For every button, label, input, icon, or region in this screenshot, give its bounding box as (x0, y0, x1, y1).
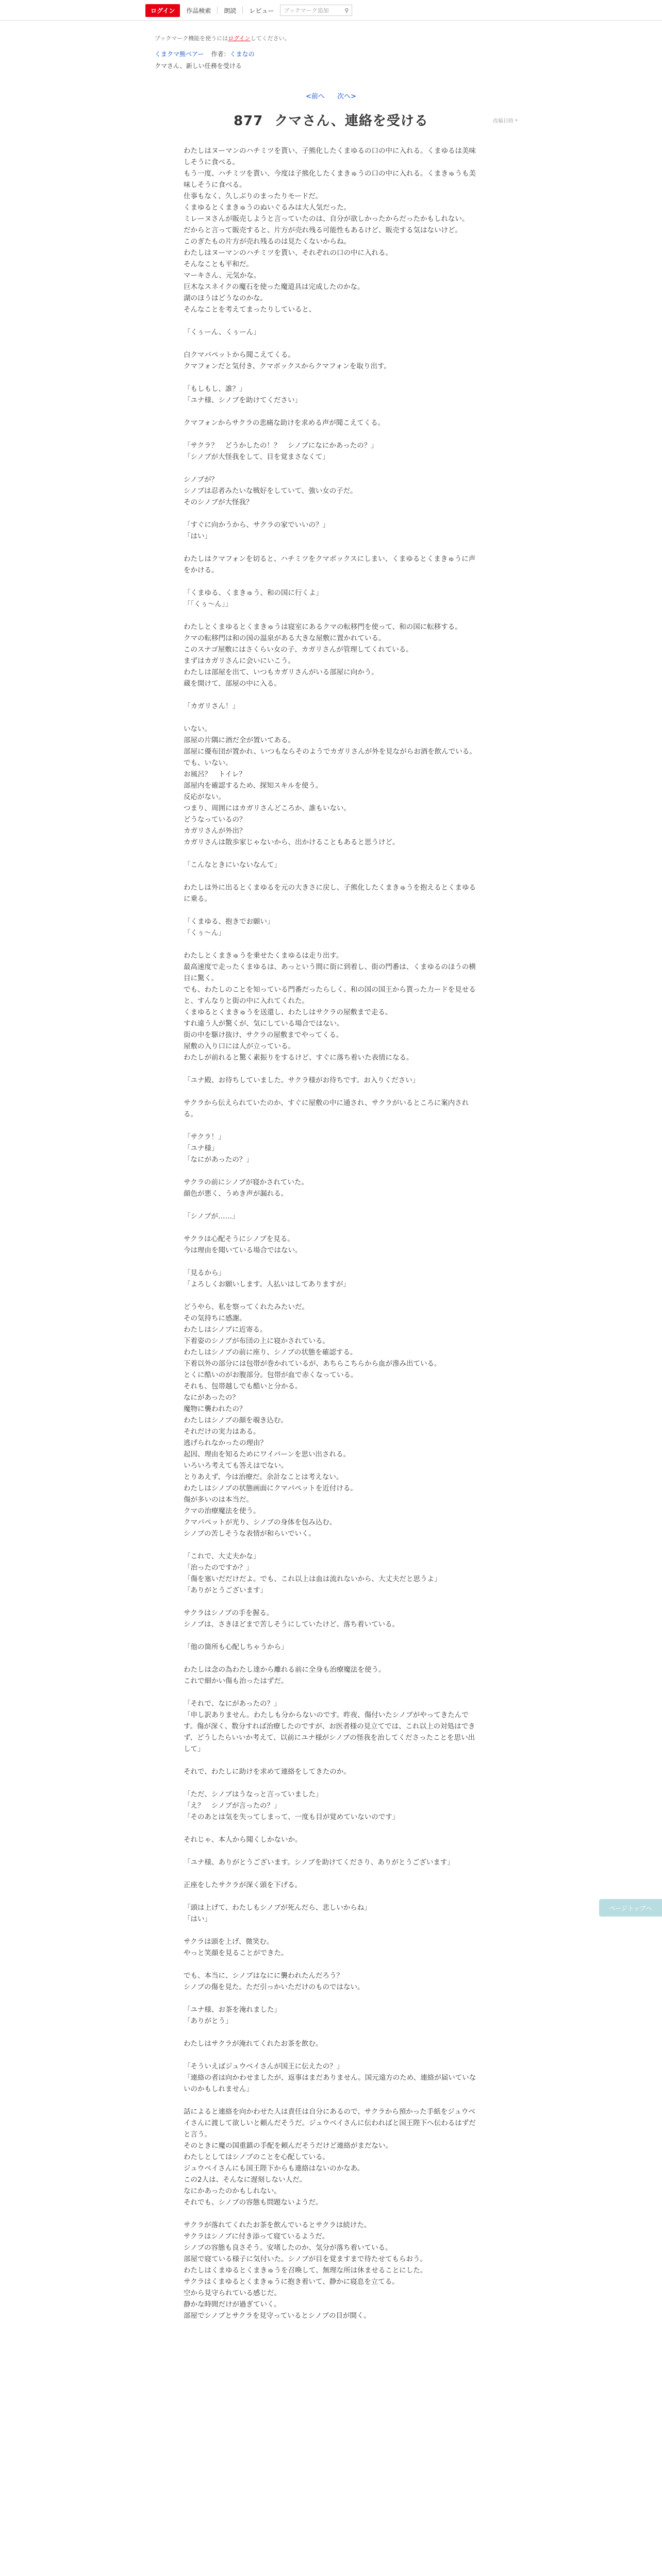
novel-line: 蔵を開けて、部屋の中に入る。 (184, 680, 281, 688)
novel-line: 「ユナ様」 (184, 1144, 219, 1153)
novel-line: 街の中を駆け抜け、サクラの屋敷までやってくる。 (184, 1031, 343, 1039)
novel-line: シノブの苦しそうな表情が和らいでいく。 (184, 1530, 316, 1538)
novel-line: それで、わたしに助けを求めて連絡をしてきたのか。 (184, 1768, 351, 1776)
novel-line: シノブは忍者みたいな戦好をしていて、強い女の子だ。 (184, 487, 357, 495)
novel-line (184, 1687, 480, 1698)
novel-line (184, 2095, 480, 2106)
novel-line: 「ユナ様、ありがとうございます。シノブを助けてくださり、ありがとうございます」 (184, 1858, 454, 1867)
novel-line: 「そのあとは気を失ってしまって、一度も目が覚めていないのです」 (184, 1813, 400, 1821)
nav-review[interactable]: レビュー (249, 7, 274, 14)
novel-line (184, 1256, 480, 1267)
login-button[interactable]: ログイン (145, 4, 180, 17)
novel-line: くまゆるとくまきゅうのぬいぐるみは大人気だった。 (184, 204, 351, 212)
novel-line: 「サクラ？ どうかしたの！？ シノブになにかあったの？」 (184, 442, 378, 450)
novel-line: 静かな時間だけが過ぎていく。 (184, 2300, 281, 2309)
novel-line: 起因、理由を知るためにワイバーンを思い出される。 (184, 1450, 351, 1459)
novel-line: でも、わたしのことを知っている門番だったらしく、和の国の国王から貰った力ードを見せると、すんなりと街の中に入れてくれた。 (184, 986, 476, 1005)
novel-line: 「頭は上げて、わたしもシノブが死んだら、悲しいからね」 (184, 1904, 371, 1912)
novel-line: クマの転移門は和の国の温泉がある大きな屋敷に置かれている。 (184, 634, 386, 642)
novel-line: 魔物に襲われたの？ (184, 1405, 246, 1413)
novel-line: サクラの前にシノブが寝かされていた。 (184, 1178, 308, 1187)
novel-line: そんなことを考えてまったりしていると、 (184, 306, 316, 314)
novel-line: だからと言って販売すると、片方が売れ残る可能性もあるけど、販売する気はないけど。 (184, 226, 462, 234)
nav-reading[interactable]: 朗読 (224, 7, 237, 14)
author-link[interactable]: くまなの (229, 50, 255, 58)
novel-line: そのときに魔の国重鎮の手配を頼んだそうだけど連絡がまだない。 (184, 2142, 392, 2150)
novel-line: 部屋の片隅に酒だ全が置いてある。 (184, 736, 295, 744)
novel-line: それじゃ、本人から聞くしかないか。 (184, 1836, 302, 1844)
novel-line: 「連絡の者は向かわせましたが、返事はまだありません。国元遠方のため、連絡が届いていないのかもしれません」 (184, 2074, 476, 2093)
bookmark-add-box[interactable] (280, 5, 352, 16)
novel-text (184, 145, 480, 2321)
novel-line: そんなことも平和だ。 (184, 260, 253, 268)
novel-line: カガリさんが外出？ (184, 827, 246, 835)
novel-line (184, 1290, 480, 1301)
search-icon: ⚲ (344, 7, 349, 14)
novel-line: その気持ちに感謝。 (184, 1314, 246, 1323)
novel-line: 「カガリさん！」 (184, 702, 239, 710)
novel-line: 「ただ、シノブはうなっと言っていました」 (184, 1790, 323, 1799)
novel-line: 白クマパペットから聞こえてくる。 (184, 351, 295, 359)
novel-line: これで細かい傷も治ったはずだ。 (184, 1677, 288, 1685)
novel-line: 「これで、大丈夫かな」 (184, 1552, 260, 1561)
novel-line (184, 1165, 480, 1177)
novel-line: とりあえず、今は治療だ。余計なことは考えない。 (184, 1473, 343, 1481)
novel-line: わたしは外に出るとくまゆるを元の大きさに戻し、子熊化したくまきゅうを抱えるとくまゆるに乗る。 (184, 884, 476, 903)
novel-line: それも、包帯越しでも酷いと分かる。 (184, 1382, 302, 1391)
novel-line (184, 1845, 480, 1857)
novel-line: とくに酷いのがお腹部分。包帯が血で赤くなっている。 (184, 1371, 358, 1379)
novel-line: わたしはヌーマンのハチミツを貰い、子熊化したくまゆるの口の中に入れる。くまゆるは美味しそうに食べる。 (184, 147, 476, 166)
novel-line: カガリさんは散歩家じゃないから、出かけることもあると思うけど。 (184, 838, 400, 846)
novel-line (184, 2049, 480, 2061)
novel-line: わたしはシノブに近寄る。 (184, 1326, 267, 1334)
novel-line: 「ありがとう」 (184, 2017, 233, 2025)
novel-line: 「「くぅ～ん」」 (184, 600, 233, 608)
novel-line (184, 1596, 480, 1607)
novel-line: わたしとくまゆるとくまきゅうは寝室にあるクマの転移門を使って、和の国に転移する。 (184, 623, 462, 631)
novel-line: 「もしもし、誰？」 (184, 385, 246, 393)
novel-line: 「治ったのですか？」 (184, 1564, 253, 1572)
novel-line: シノブの容態も良さそう。安堵したのか、気分が落ち着いている。 (184, 2244, 392, 2252)
chapter-header (155, 34, 516, 70)
novel-line: わたしは部屋を出て、いつもカガリさんがいる部屋に向かう。 (184, 668, 378, 676)
novel-line (184, 406, 480, 417)
novel-line: 「くぅ～ん」 (184, 929, 225, 937)
novel-line (184, 1823, 480, 1834)
novel-line: お風呂？ トイレ？ (184, 770, 246, 778)
novel-line (184, 315, 480, 327)
novel-line (184, 1539, 480, 1551)
novel-line: サクラはシノブの手を握る。 (184, 1609, 274, 1617)
novel-line: 下着以外の部分には包帯が巻かれているが、あちらこちらから血が滲み出ている。 (184, 1360, 441, 1368)
novel-line: このスナゴ屋敷にはさくらい女の子、カガリさんが管理してくれている。 (184, 646, 413, 654)
novel-line: ミレーヌさんが販売しようと言っていたのは、自分が欲しかったからだったかもしれない。 (184, 215, 469, 223)
novel-line: 「それで、なにがあったの？」 (184, 1700, 281, 1708)
novel-line: やっと笑顔を見ることができた。 (184, 1949, 288, 1957)
novel-line: 「見るから」 (184, 1269, 225, 1277)
novel-line: いろいろ考えても答えはでない。 (184, 1462, 288, 1470)
novel-line: 「こんなときにいないなんて」 (184, 861, 281, 869)
novel-line: マーキさん、元気かな。 (184, 272, 261, 280)
novel-line (184, 2027, 480, 2038)
novel-line (184, 1777, 480, 1789)
novel-line (184, 939, 480, 950)
novel-line: わたしとしてはシノブのことを心配している。 (184, 2153, 329, 2161)
novel-line: どうやら、私を察ってくれたみたいだ。 (184, 1303, 309, 1311)
novel-line (184, 1959, 480, 1970)
novel-line (184, 372, 480, 383)
novel-line (184, 576, 480, 587)
novel-line: それでも、シノブの容態も問題ないようだ。 (184, 2198, 323, 2207)
novel-line: シノブが？ (184, 476, 218, 484)
section-subtitle: クマさん、新しい任務を受ける (155, 62, 242, 70)
novel-line: クマフォンだと気付き、クマボックスからクマフォンを取り出す。 (184, 362, 391, 370)
novel-line: まずはカガリさんに会いにいこう。 (184, 657, 295, 665)
novel-line: 「サクラ！」 (184, 1133, 225, 1141)
novel-line (184, 871, 480, 882)
prev-chapter-link[interactable]: <前へ (306, 93, 325, 100)
novel-line: すれ違う人が驚くが、気にしている場合ではない。 (184, 1020, 344, 1028)
novel-line: 「シノブが大怪我をして、目を覚まさなくて」 (184, 453, 329, 461)
novel-line (184, 542, 480, 553)
novel-line (184, 1653, 480, 1664)
series-link[interactable]: くまクマ熊ベアー (155, 50, 204, 58)
novel-line: 反応がない。 (184, 793, 225, 801)
top-nav-bar (0, 0, 662, 21)
novel-line: 「シノブが……」 (184, 1212, 239, 1221)
novel-line (184, 610, 480, 621)
novel-line: 今は理由を聞いている場合ではない。 (184, 1246, 302, 1255)
novel-line: 話によると連絡を向かわせた人は責任は自分にあるので、サクラから預かった手紙をジュウベイさんに渡して欲しいと頼んだそうだ。ジュウベイさんに伝わればと国王陛下へ伝わるはずだと言う。 (184, 2108, 476, 2139)
novel-line: 部屋内を確認するため、探知スキルを使う。 (184, 782, 323, 790)
novel-line: わたしが前れると驚く素振りをするけど、すぐに落ち着いた表情になる。 (184, 1054, 413, 1062)
novel-line: わたしはサクラが淹れてくれたお茶を飲む。 (184, 2040, 323, 2048)
top-nav-inner (145, 4, 352, 16)
novel-line (184, 1120, 480, 1131)
novel-line: わたしは念の為わたし達から離れる前に全身も治療魔法を使う。 (184, 1666, 386, 1674)
novel-line: サクラは心配そうにシノブを見る。 (184, 1235, 294, 1243)
novel-line (184, 1199, 480, 1211)
novel-line: もう一度、ハチミツを貰い、今度は子熊化したくまきゅうの口の中に入れる。くまきゅうも美味しそうに食べる。 (184, 170, 476, 189)
novel-line (184, 1630, 480, 1641)
novel-line: 逃げられなかったの理由？ (184, 1439, 267, 1447)
novel-line: わたしはヌーマンのハチミツを貰い、それぞれの口の中に入れる。 (184, 249, 392, 257)
novel-line (184, 1993, 480, 2004)
novel-line: わたしはシノブの前に座り、シノブの状態を確認する。 (184, 1348, 357, 1357)
novel-line: 「ユナ殿、お待ちしていました。サクラ様がお待ちです。お入りください」 (184, 1076, 420, 1084)
author-label: 作者： (211, 50, 230, 58)
novel-line: 「ユナ様、シノブを助けてください」 (184, 396, 302, 404)
novel-line: 仕事もなく、久しぶりのまったりモードだ。 (184, 192, 323, 200)
novel-line: 「はい」 (184, 1915, 211, 1923)
novel-line: わたしとくまきゅうを乗せたくまゆるは走り出す。 (184, 952, 343, 960)
novel-line: 湖のほうはどうなのかな。 (184, 294, 267, 302)
novel-line: でも、いない。 (184, 759, 233, 767)
nav-search-works[interactable]: 作品検索 (186, 7, 211, 14)
novel-line: 正座をしたサクラが深く頭を下げる。 (184, 1881, 302, 1889)
novel-line: クマの治療魔法を使う。 (184, 1507, 260, 1515)
novel-line (184, 1086, 480, 1097)
novel-line: 「くぅーん、くぅーん」 (184, 328, 260, 336)
novel-line: なにがあったの？ (184, 1394, 239, 1402)
novel-line: 部屋に優布団が置かれ、いつもならそのようでカガリさんが外を見ながらお酒を飲んでいる。 (184, 748, 476, 756)
novel-line (184, 1868, 480, 1879)
novel-line: なにかあったのかもしれない。 (184, 2187, 281, 2195)
novel-line: 「ユナ様、お茶を淹れました」 (184, 2006, 281, 2014)
novel-line: わたしはくまゆるとくまきゅうを召喚して、無理な所は休ませることにした。 (184, 2266, 427, 2275)
novel-line: 巨木なスネイクの魔石を使った魔道具は完成したのかな。 (184, 283, 365, 291)
novel-line: 「なにがあったの？」 (184, 1156, 253, 1164)
novel-line: クマフォンからサクラの悲痛な助けを求める声が聞こえてくる。 (184, 419, 385, 427)
novel-line (184, 463, 480, 474)
novel-line: わたしはシノブの顔を覗き込む。 (184, 1416, 288, 1425)
chapter-title (0, 110, 662, 129)
novel-line: いない。 (184, 725, 211, 733)
novel-line: 「申し訳ありません。わたしも分からないのです。昨夜、傷付いたシノブがやってきたんです。傷が深く、数分すれば治療したのですが、お医者様の見立てでは、これ以上の対処はできず、どうしたらいいか考えて、以前にユナ様がシノブの怪我を治してくださったことを思い出して」 (184, 1711, 475, 1753)
bookmark-add-label: ブックマーク追加 (284, 7, 329, 14)
novel-line: 「よろしくお願いします。人払いはしてありますが」 (184, 1280, 350, 1289)
novel-line: シノブの傷を見た。ただ引っかいただけのものではない。 (184, 1983, 365, 1991)
novel-line: クマパペットが光り、シノブの身体を包み込む。 (184, 1518, 337, 1527)
novel-line: それだけの実力はある。 (184, 1428, 260, 1436)
novel-line: 部屋で寝ている様子に気付いた。シノブが目を覚ますまで待たせてもらおう。 (184, 2255, 427, 2263)
novel-line: サクラから伝えられていたのか、すぐに屋敷の中に通され、サクラがいるところに案内される。 (184, 1099, 469, 1118)
breadcrumb (155, 49, 516, 58)
novel-line: シノブは、さきほどまで苦しそうにしていたけど、落ち着いている。 (184, 1620, 399, 1629)
novel-line: 「ありがとうございます」 (184, 1586, 267, 1595)
novel-line (184, 1222, 480, 1233)
nav-divider (242, 7, 243, 14)
novel-line: 最高速度で走ったくまゆるは、あっという間に街に到着し、街の門番は、くまゆるのほうの横目に驚く。 (184, 963, 476, 982)
novel-line (184, 1755, 480, 1766)
novel-line: サクラが落れてくれたお茶を飲んでいるとサクラは続けた。 (184, 2221, 371, 2229)
novel-line: そのシノブが大怪我？ (184, 498, 253, 506)
novel-line (184, 1925, 480, 1936)
next-chapter-link[interactable]: 次へ> (337, 93, 356, 100)
novel-line: 顔色が悪く、うめき声が漏れる。 (184, 1190, 288, 1198)
novel-line (184, 1063, 480, 1075)
bookmark-note-suffix: してください。 (250, 35, 290, 42)
novel-line: わたしはシノブの状態画面にクマパペットを近付ける。 (184, 1484, 357, 1493)
page-top-button[interactable]: ページトップへ (599, 1899, 662, 1917)
novel-line: 「くまゆる、くまきゅう、和の国に行くよ」 (184, 589, 323, 597)
novel-line: ジュウベイさんにも国王陛下からも連絡はないのかなあ。 (184, 2164, 365, 2173)
novel-line: わたしはクマフォンを切ると、ハチミツをクマボックスにしまい、くまゆるとくまきゅうに声をかける。 (184, 555, 476, 574)
novel-line (184, 712, 480, 723)
novel-line: 「え？ シノブが言ったの？」 (184, 1802, 281, 1810)
nav-divider (217, 7, 218, 14)
chapter-title-text: クマさん、連絡を受ける (274, 113, 428, 129)
novel-line: この2人は、そんなに遅刻しない人だ。 (184, 2176, 307, 2184)
novel-line (184, 338, 480, 349)
bookmark-note-prefix: ブックマーク機能を使うには (155, 35, 228, 42)
novel-line: 部屋でシノブとサクラを見守っているとシノブの目が開く。 (184, 2312, 371, 2320)
revision-date: 改稿日時 * (493, 118, 518, 124)
novel-line: このぎたもの片方が売れ残るのは見たくないからね。 (184, 238, 351, 246)
novel-line (184, 508, 480, 519)
chapter-number: 877 (234, 113, 263, 129)
novel-line: 「傷を塞いだだけだよ。でも、これ以上は血は流れないから、大丈夫だと思うよ」 (184, 1575, 441, 1583)
novel-line: でも、本当に、シノブはなにに襲われたんだろう？ (184, 1972, 343, 1980)
novel-line (184, 905, 480, 916)
novel-line (184, 429, 480, 440)
novel-line: 屋敷の入り口には人が立っている。 (184, 1042, 295, 1050)
novel-line: どうなっているの？ (184, 816, 246, 824)
novel-line: 「他の箇所も心配しちゃうから」 (184, 1643, 288, 1651)
bookmark-login-link[interactable]: ログイン (228, 35, 251, 42)
novel-line: 「はい」 (184, 532, 211, 540)
novel-line: サクラは頭を上げ、微笑む。 (184, 1938, 274, 1946)
novel-line: くまゆるとくまきゅうを送還し、わたしはサクラの屋敷まで走る。 (184, 1008, 392, 1016)
novel-line: 「すぐに向かうから、サクラの家でいいの？」 (184, 521, 329, 529)
novel-line: 下着姿のシノブが布団の上に寝かされている。 (184, 1337, 329, 1345)
novel-line (184, 689, 480, 701)
novel-line: 空から見守られている感じだ。 (184, 2289, 281, 2297)
novel-line: 傷が多いのは本当だ。 (184, 1496, 253, 1504)
bookmark-note (155, 34, 516, 42)
top-pager (0, 91, 662, 100)
novel-line: サクラはシノブに付き添って寝ているようだ。 (184, 2232, 329, 2241)
novel-line (184, 2208, 480, 2219)
novel-line: 「そういえばジュウベイさんが国王に伝えたの？」 (184, 2062, 344, 2071)
novel-line: 「くまゆる、抱きでお願い」 (184, 918, 274, 926)
novel-line (184, 1891, 480, 1902)
novel-line: つまり、周囲にはカガリさんどころか、誰もいない。 (184, 804, 351, 812)
novel-line: サクラはくまゆるとくまきゅうに抱き着いて、静かに寝息を立てる。 (184, 2278, 399, 2286)
novel-line (184, 848, 480, 859)
